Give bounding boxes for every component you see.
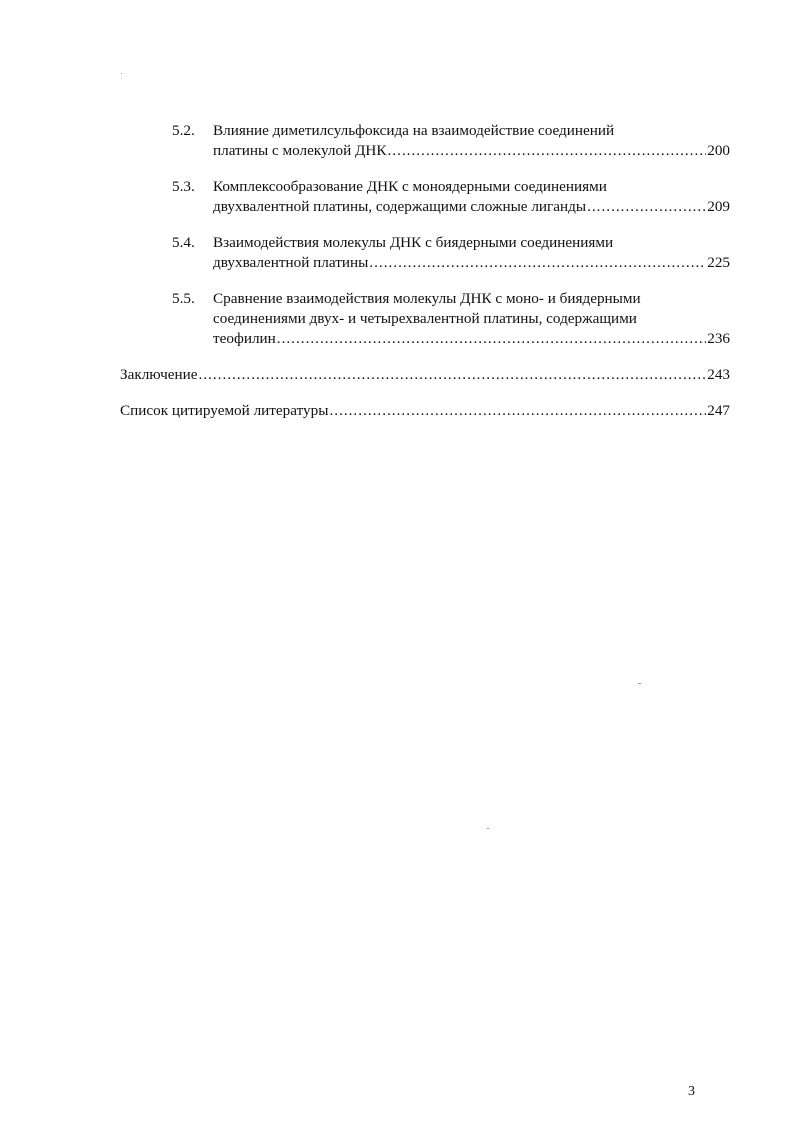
dot-leader	[277, 329, 706, 349]
toc-entry-leader-line	[120, 401, 730, 421]
toc-entry-page: 225	[707, 254, 730, 271]
page-number: 3	[688, 1084, 695, 1099]
scan-speck	[638, 683, 641, 684]
toc-entry-title-line: Взаимодействия молекулы ДНК с биядерными соединениями	[213, 234, 614, 251]
toc-entry-title-line: Комплексообразование ДНК с моноядерными соединениями	[213, 178, 607, 195]
toc-entry-title-line: платины с молекулой ДНК	[213, 142, 387, 159]
toc-entry-page: 243	[707, 366, 730, 383]
toc-entry-conclusion[interactable]	[120, 365, 730, 385]
toc-entry-number: 5.3.	[172, 178, 195, 195]
toc-entry-leader-line	[213, 329, 730, 349]
toc-entry-5-2[interactable]	[120, 121, 730, 161]
toc-entry-page: 247	[707, 402, 730, 419]
toc-entry-title: Заключение	[120, 366, 198, 383]
toc-entry-title: Список цитируемой литературы	[120, 402, 329, 419]
table-of-contents	[120, 121, 730, 437]
dot-leader	[387, 141, 706, 161]
toc-entry-5-5[interactable]	[120, 289, 730, 349]
toc-entry-title-line: Сравнение взаимодействия молекулы ДНК с моно- и биядерными	[213, 290, 641, 307]
toc-entry-5-4[interactable]	[120, 233, 730, 273]
scan-speck	[121, 73, 122, 74]
toc-entry-page: 200	[707, 142, 730, 159]
toc-entry-title-line: соединениями двух- и четырехвалентной платины, содержащими	[213, 310, 637, 327]
toc-entry-title-line: Влияние диметилсульфоксида на взаимодействие соединений	[213, 122, 615, 139]
toc-entry-title-line: двухвалентной платины	[213, 254, 369, 271]
scan-speck	[487, 828, 489, 829]
dot-leader	[587, 197, 706, 217]
toc-entry-title-line: двухвалентной платины, содержащими сложные лиганды	[213, 198, 587, 215]
toc-entry-title-line: теофилин	[213, 330, 276, 347]
toc-entry-page: 236	[707, 330, 730, 347]
toc-entry-number: 5.4.	[172, 234, 195, 251]
toc-entry-page: 209	[707, 198, 730, 215]
dot-leader	[198, 365, 706, 385]
toc-entry-leader-line	[213, 141, 730, 161]
dot-leader	[369, 253, 706, 273]
toc-entry-leader-line	[213, 253, 730, 273]
toc-entry-leader-line	[120, 365, 730, 385]
toc-entry-5-3[interactable]	[120, 177, 730, 217]
toc-entry-references[interactable]	[120, 401, 730, 421]
toc-entry-number: 5.5.	[172, 290, 195, 307]
toc-entry-number: 5.2.	[172, 122, 195, 139]
toc-entry-leader-line	[213, 197, 730, 217]
dot-leader	[329, 401, 706, 421]
